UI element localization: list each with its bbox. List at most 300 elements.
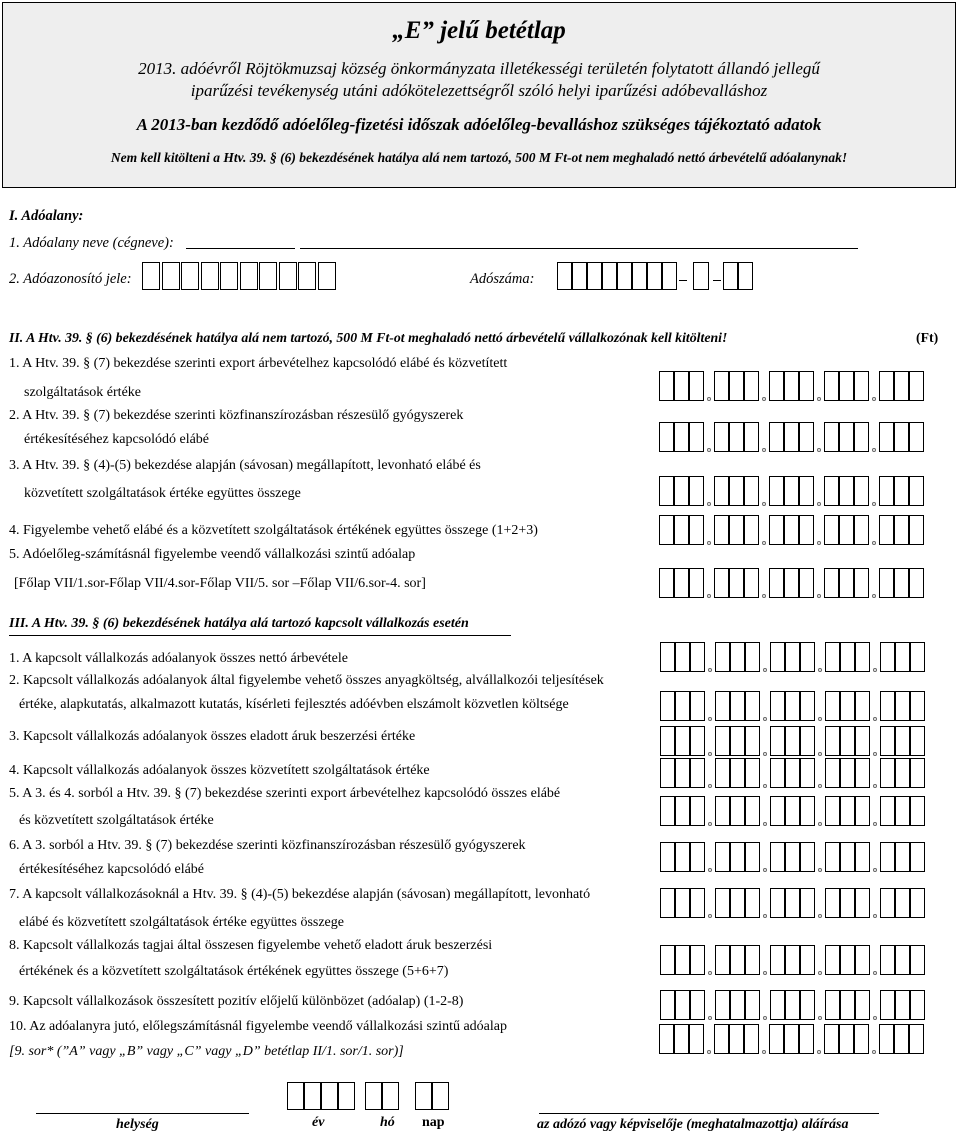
amount-digit-box[interactable]: [745, 796, 760, 826]
amount-digit-box[interactable]: [895, 888, 910, 918]
tax-number-digit-box[interactable]: [738, 262, 753, 290]
amount-digit-box[interactable]: [855, 642, 870, 672]
amount-digit-box[interactable]: [660, 945, 675, 975]
amount-digit-box[interactable]: [824, 371, 839, 401]
amount-digit-box[interactable]: [895, 945, 910, 975]
amount-digit-box[interactable]: [784, 371, 799, 401]
amount-digit-box[interactable]: [744, 568, 759, 598]
amount-digit-box[interactable]: [855, 691, 870, 721]
amount-digit-box[interactable]: [799, 515, 814, 545]
amount-digit-box[interactable]: [729, 515, 744, 545]
header-panel: [2, 2, 956, 188]
amount-digit-box[interactable]: [690, 945, 705, 975]
amount-digit-box[interactable]: [730, 642, 745, 672]
amount-digit-box[interactable]: [730, 691, 745, 721]
tax-number-digit-box[interactable]: [602, 262, 617, 290]
thousand-separator: [708, 668, 712, 672]
amount-digit-box[interactable]: [690, 642, 705, 672]
amount-digit-box[interactable]: [855, 726, 870, 756]
amount-digit-box[interactable]: [690, 990, 705, 1020]
amount-digit-box[interactable]: [840, 726, 855, 756]
amount-digit-box[interactable]: [744, 371, 759, 401]
date-year-box[interactable]: [304, 1082, 321, 1110]
amount-digit-box[interactable]: [730, 796, 745, 826]
amount-digit-box[interactable]: [910, 726, 925, 756]
row-3-10-label: 10. Az adóalanyra jutó, előlegszámításnál figyelembe veendő vállalkozási szintű adóalap: [9, 1019, 507, 1034]
amount-digit-box[interactable]: [854, 476, 869, 506]
amount-digit-box[interactable]: [839, 1024, 854, 1054]
amount-digit-box[interactable]: [880, 796, 895, 826]
amount-digit-box[interactable]: [825, 726, 840, 756]
thousand-separator: [763, 784, 767, 788]
amount-digit-box[interactable]: [660, 796, 675, 826]
amount-digit-box[interactable]: [785, 726, 800, 756]
amount-digit-box[interactable]: [799, 422, 814, 452]
amount-digit-box[interactable]: [894, 515, 909, 545]
amount-digit-box[interactable]: [895, 642, 910, 672]
amount-digit-box[interactable]: [880, 842, 895, 872]
amount-digit-box[interactable]: [855, 990, 870, 1020]
name-label: 1. Adóalany neve (cégneve):: [9, 235, 174, 251]
amount-digit-box[interactable]: [675, 796, 690, 826]
amount-digit-box[interactable]: [855, 796, 870, 826]
amount-digit-box[interactable]: [909, 1024, 924, 1054]
thousand-separator: [762, 594, 766, 598]
thousand-separator: [818, 1016, 822, 1020]
amount-digit-box[interactable]: [854, 371, 869, 401]
thousand-separator: [708, 784, 712, 788]
amount-digit-box[interactable]: [800, 691, 815, 721]
row-3-4-label: 4. Kapcsolt vállalkozás adóalanyok összes közvetített szolgáltatások értéke: [9, 763, 430, 778]
amount-digit-box[interactable]: [894, 371, 909, 401]
thousand-separator: [873, 914, 877, 918]
amount-digit-box[interactable]: [674, 371, 689, 401]
amount-digit-box[interactable]: [689, 568, 704, 598]
amount-digit-box[interactable]: [799, 1024, 814, 1054]
amount-digit-box[interactable]: [659, 515, 674, 545]
amount-digit-box[interactable]: [879, 371, 894, 401]
amount-digit-box[interactable]: [895, 726, 910, 756]
amount-digit-box[interactable]: [910, 691, 925, 721]
amount-digit-box[interactable]: [910, 642, 925, 672]
amount-digit-box[interactable]: [715, 842, 730, 872]
header-line-4: Nem kell kitölteni a Htv. 39. § (6) bekezdésének hatálya alá nem tartozó, 500 M Ft-ot nem meghaladó nettó árbevételű adóalanynak!: [110, 150, 848, 165]
tax-id-digit-box[interactable]: [162, 262, 180, 290]
amount-digit-box[interactable]: [769, 476, 784, 506]
amount-digit-box[interactable]: [910, 796, 925, 826]
amount-digit-box[interactable]: [909, 568, 924, 598]
amount-digit-box[interactable]: [769, 515, 784, 545]
amount-digit-box[interactable]: [800, 642, 815, 672]
amount-digit-box[interactable]: [659, 1024, 674, 1054]
amount-digit-box[interactable]: [840, 642, 855, 672]
amount-digit-box[interactable]: [770, 945, 785, 975]
amount-digit-box[interactable]: [785, 842, 800, 872]
amount-digit-box[interactable]: [800, 726, 815, 756]
date-year-box[interactable]: [287, 1082, 304, 1110]
tax-id-digit-box[interactable]: [201, 262, 219, 290]
thousand-separator: [762, 541, 766, 545]
amount-digit-box[interactable]: [715, 642, 730, 672]
row-3-6-label: 6. A 3. sorból a Htv. 39. § (7) bekezdése szerinti közfinanszírozásban részesülő gyógyszerek: [9, 838, 526, 853]
amount-digit-box[interactable]: [660, 888, 675, 918]
amount-digit-box[interactable]: [894, 568, 909, 598]
amount-digit-box[interactable]: [729, 1024, 744, 1054]
section-1-title: I. Adóalany:: [9, 208, 84, 224]
amount-digit-box[interactable]: [715, 945, 730, 975]
amount-digit-box[interactable]: [825, 945, 840, 975]
amount-digit-box[interactable]: [825, 842, 840, 872]
amount-digit-box[interactable]: [690, 691, 705, 721]
amount-digit-box[interactable]: [909, 476, 924, 506]
amount-digit-box[interactable]: [785, 758, 800, 788]
amount-digit-box[interactable]: [729, 371, 744, 401]
tax-number-digit-box[interactable]: [557, 262, 572, 290]
amount-digit-box[interactable]: [825, 758, 840, 788]
amount-digit-box[interactable]: [880, 758, 895, 788]
tax-number-digit-box[interactable]: [632, 262, 647, 290]
amount-digit-box[interactable]: [660, 758, 675, 788]
amount-digit-box[interactable]: [825, 796, 840, 826]
tax-number-digit-box[interactable]: [723, 262, 738, 290]
amount-digit-box[interactable]: [745, 691, 760, 721]
amount-digit-box[interactable]: [839, 515, 854, 545]
amount-digit-box[interactable]: [675, 990, 690, 1020]
amount-digit-box[interactable]: [854, 422, 869, 452]
amount-digit-box[interactable]: [894, 476, 909, 506]
amount-digit-box[interactable]: [715, 796, 730, 826]
amount-digit-box[interactable]: [880, 990, 895, 1020]
amount-digit-box[interactable]: [689, 1024, 704, 1054]
amount-digit-box[interactable]: [879, 515, 894, 545]
amount-digit-box[interactable]: [784, 515, 799, 545]
tax-id-digit-box[interactable]: [142, 262, 160, 290]
amount-digit-box[interactable]: [770, 842, 785, 872]
amount-digit-box[interactable]: [855, 758, 870, 788]
amount-digit-box[interactable]: [745, 726, 760, 756]
amount-digit-box[interactable]: [840, 888, 855, 918]
amount-digit-box[interactable]: [895, 842, 910, 872]
amount-digit-box[interactable]: [880, 888, 895, 918]
amount-digit-box[interactable]: [894, 422, 909, 452]
amount-digit-box[interactable]: [800, 990, 815, 1020]
amount-digit-box[interactable]: [770, 691, 785, 721]
tax-id-digit-box[interactable]: [318, 262, 336, 290]
amount-digit-box[interactable]: [675, 642, 690, 672]
amount-digit-box[interactable]: [880, 945, 895, 975]
amount-digit-box[interactable]: [910, 842, 925, 872]
amount-digit-box[interactable]: [839, 422, 854, 452]
amount-digit-box[interactable]: [730, 990, 745, 1020]
thousand-separator: [707, 541, 711, 545]
amount-digit-box[interactable]: [690, 726, 705, 756]
row-3-7-label-cont: elábé és közvetített szolgáltatások értéke együttes összege: [19, 915, 344, 930]
amount-digit-box[interactable]: [800, 796, 815, 826]
amount-digit-box[interactable]: [659, 371, 674, 401]
tax-number-digit-box[interactable]: [662, 262, 677, 290]
amount-digit-box[interactable]: [824, 515, 839, 545]
place-label: helység: [116, 1117, 159, 1132]
amount-digit-box[interactable]: [690, 758, 705, 788]
thousand-separator: [818, 717, 822, 721]
amount-digit-box[interactable]: [730, 758, 745, 788]
amount-digit-box[interactable]: [730, 888, 745, 918]
amount-digit-box[interactable]: [745, 888, 760, 918]
amount-digit-box[interactable]: [675, 758, 690, 788]
amount-digit-box[interactable]: [690, 888, 705, 918]
row-3-3-label: 3. Kapcsolt vállalkozás adóalanyok összes eladott áruk beszerzési értéke: [9, 729, 416, 744]
amount-digit-box[interactable]: [895, 758, 910, 788]
thousand-separator: [762, 397, 766, 401]
tax-number-digit-box[interactable]: [617, 262, 632, 290]
amount-digit-box[interactable]: [715, 758, 730, 788]
thousand-separator: [817, 541, 821, 545]
amount-digit-box[interactable]: [839, 568, 854, 598]
date-month-box[interactable]: [365, 1082, 382, 1110]
thousand-separator: [708, 868, 712, 872]
name-underline-1: [186, 248, 295, 249]
thousand-separator: [708, 914, 712, 918]
amount-digit-box[interactable]: [714, 371, 729, 401]
tax-number-digit-box[interactable]: [572, 262, 587, 290]
row-2-2-label-cont: értékesítéséhez kapcsolódó elábé: [24, 432, 210, 447]
amount-digit-box[interactable]: [745, 758, 760, 788]
thousand-separator: [873, 822, 877, 826]
thousand-separator: [817, 448, 821, 452]
thousand-separator: [873, 668, 877, 672]
amount-digit-box[interactable]: [855, 945, 870, 975]
amount-digit-box[interactable]: [715, 990, 730, 1020]
amount-digit-box[interactable]: [745, 990, 760, 1020]
amount-digit-box[interactable]: [770, 758, 785, 788]
amount-digit-box[interactable]: [745, 842, 760, 872]
date-year-box[interactable]: [338, 1082, 355, 1110]
signature-line[interactable]: [539, 1113, 879, 1114]
amount-digit-box[interactable]: [785, 796, 800, 826]
amount-digit-box[interactable]: [674, 476, 689, 506]
amount-digit-box[interactable]: [729, 568, 744, 598]
amount-digit-box[interactable]: [659, 422, 674, 452]
amount-digit-box[interactable]: [784, 476, 799, 506]
amount-digit-box[interactable]: [659, 476, 674, 506]
thousand-separator: [873, 752, 877, 756]
amount-digit-box[interactable]: [770, 642, 785, 672]
amount-digit-box[interactable]: [714, 476, 729, 506]
header-line-3: A 2013-ban kezdődő adóelőleg-fizetési időszak adóelőleg-bevalláshoz szükséges tájékoztató adatok: [136, 115, 822, 134]
amount-digit-box[interactable]: [895, 691, 910, 721]
amount-digit-box[interactable]: [855, 888, 870, 918]
amount-digit-box[interactable]: [769, 422, 784, 452]
amount-digit-box[interactable]: [799, 476, 814, 506]
tax-number-digit-box[interactable]: [587, 262, 602, 290]
amount-digit-box[interactable]: [799, 371, 814, 401]
amount-digit-box[interactable]: [785, 691, 800, 721]
amount-digit-box[interactable]: [785, 888, 800, 918]
amount-digit-box[interactable]: [689, 515, 704, 545]
tax-id-digit-box[interactable]: [259, 262, 277, 290]
amount-digit-box[interactable]: [715, 691, 730, 721]
amount-digit-box[interactable]: [785, 990, 800, 1020]
amount-digit-box[interactable]: [770, 990, 785, 1020]
amount-digit-box[interactable]: [800, 888, 815, 918]
amount-digit-box[interactable]: [880, 642, 895, 672]
amount-digit-box[interactable]: [744, 1024, 759, 1054]
amount-digit-box[interactable]: [729, 422, 744, 452]
amount-digit-box[interactable]: [895, 990, 910, 1020]
amount-digit-box[interactable]: [730, 726, 745, 756]
amount-digit-box[interactable]: [825, 990, 840, 1020]
day-label: nap: [422, 1115, 445, 1130]
amount-digit-box[interactable]: [690, 842, 705, 872]
section-3-underline: [9, 635, 511, 636]
amount-digit-box[interactable]: [689, 476, 704, 506]
amount-digit-box[interactable]: [855, 842, 870, 872]
thousand-separator: [763, 1016, 767, 1020]
amount-digit-box[interactable]: [825, 642, 840, 672]
amount-digit-box[interactable]: [730, 842, 745, 872]
amount-digit-box[interactable]: [769, 1024, 784, 1054]
amount-digit-box[interactable]: [784, 422, 799, 452]
thousand-separator: [818, 971, 822, 975]
amount-digit-box[interactable]: [824, 568, 839, 598]
amount-digit-box[interactable]: [729, 476, 744, 506]
amount-digit-box[interactable]: [689, 422, 704, 452]
tax-id-digit-box[interactable]: [240, 262, 258, 290]
amount-digit-box[interactable]: [675, 945, 690, 975]
amount-digit-box[interactable]: [910, 945, 925, 975]
amount-digit-box[interactable]: [675, 726, 690, 756]
thousand-separator: [763, 971, 767, 975]
row-3-9-label: 9. Kapcsolt vállalkozások összesített pozitív előjelű különbözet (adóalap) (1-2-8): [9, 994, 464, 1009]
amount-digit-box[interactable]: [660, 642, 675, 672]
amount-digit-box[interactable]: [854, 515, 869, 545]
amount-digit-box[interactable]: [769, 568, 784, 598]
place-input[interactable]: [36, 1113, 249, 1114]
amount-digit-box[interactable]: [840, 796, 855, 826]
amount-digit-box[interactable]: [730, 945, 745, 975]
amount-digit-box[interactable]: [770, 888, 785, 918]
amount-digit-box[interactable]: [879, 476, 894, 506]
amount-digit-box[interactable]: [840, 990, 855, 1020]
amount-digit-box[interactable]: [714, 568, 729, 598]
amount-digit-box[interactable]: [660, 842, 675, 872]
amount-digit-box[interactable]: [799, 568, 814, 598]
amount-digit-box[interactable]: [714, 1024, 729, 1054]
amount-digit-box[interactable]: [800, 758, 815, 788]
thousand-separator: [707, 594, 711, 598]
row-3-2-label-cont: értéke, alapkutatás, alkalmazott kutatás, kísérleti fejlesztés adóévben elszámolt közvetlen költsége: [19, 697, 569, 712]
row-2-3-label: 3. A Htv. 39. § (4)-(5) bekezdése alapján (sávosan) megállapított, levonható elábé és: [9, 458, 481, 473]
amount-digit-box[interactable]: [909, 371, 924, 401]
amount-digit-box[interactable]: [880, 691, 895, 721]
amount-digit-box[interactable]: [784, 568, 799, 598]
amount-digit-box[interactable]: [745, 642, 760, 672]
amount-digit-box[interactable]: [714, 515, 729, 545]
amount-digit-box[interactable]: [770, 726, 785, 756]
amount-digit-box[interactable]: [880, 726, 895, 756]
tax-number-digit-box[interactable]: [647, 262, 662, 290]
amount-digit-box[interactable]: [660, 726, 675, 756]
amount-digit-box[interactable]: [825, 691, 840, 721]
date-month-box[interactable]: [382, 1082, 399, 1110]
thousand-separator: [817, 1050, 821, 1054]
thousand-separator: [872, 1050, 876, 1054]
amount-digit-box[interactable]: [800, 945, 815, 975]
amount-digit-box[interactable]: [910, 990, 925, 1020]
amount-digit-box[interactable]: [824, 422, 839, 452]
date-day-box[interactable]: [432, 1082, 449, 1110]
amount-digit-box[interactable]: [715, 726, 730, 756]
amount-digit-box[interactable]: [674, 422, 689, 452]
amount-digit-box[interactable]: [879, 422, 894, 452]
amount-digit-box[interactable]: [910, 888, 925, 918]
amount-digit-box[interactable]: [674, 568, 689, 598]
amount-digit-box[interactable]: [675, 888, 690, 918]
amount-digit-box[interactable]: [784, 1024, 799, 1054]
amount-digit-box[interactable]: [744, 515, 759, 545]
amount-digit-box[interactable]: [840, 758, 855, 788]
date-year-box[interactable]: [321, 1082, 338, 1110]
amount-digit-box[interactable]: [785, 945, 800, 975]
amount-digit-box[interactable]: [770, 796, 785, 826]
date-day-box[interactable]: [415, 1082, 432, 1110]
tax-id-digit-box[interactable]: [279, 262, 297, 290]
amount-digit-box[interactable]: [840, 691, 855, 721]
amount-digit-box[interactable]: [854, 568, 869, 598]
thousand-separator: [708, 752, 712, 756]
amount-digit-box[interactable]: [910, 758, 925, 788]
amount-digit-box[interactable]: [879, 1024, 894, 1054]
amount-digit-box[interactable]: [800, 842, 815, 872]
amount-digit-box[interactable]: [840, 842, 855, 872]
amount-digit-box[interactable]: [689, 371, 704, 401]
amount-digit-box[interactable]: [879, 568, 894, 598]
amount-digit-box[interactable]: [909, 422, 924, 452]
amount-digit-box[interactable]: [744, 476, 759, 506]
amount-digit-box[interactable]: [769, 371, 784, 401]
amount-digit-box[interactable]: [854, 1024, 869, 1054]
tax-id-digit-box[interactable]: [220, 262, 238, 290]
amount-digit-box[interactable]: [825, 888, 840, 918]
tax-number-digit-box[interactable]: [693, 262, 709, 290]
amount-digit-box[interactable]: [824, 476, 839, 506]
amount-digit-box[interactable]: [675, 842, 690, 872]
amount-digit-box[interactable]: [895, 796, 910, 826]
amount-digit-box[interactable]: [660, 990, 675, 1020]
amount-digit-box[interactable]: [659, 568, 674, 598]
tax-id-digit-box[interactable]: [181, 262, 199, 290]
tax-id-digit-box[interactable]: [298, 262, 316, 290]
amount-digit-box[interactable]: [714, 422, 729, 452]
amount-digit-box[interactable]: [824, 1024, 839, 1054]
amount-digit-box[interactable]: [674, 515, 689, 545]
amount-digit-box[interactable]: [744, 422, 759, 452]
amount-digit-box[interactable]: [690, 796, 705, 826]
amount-digit-box[interactable]: [839, 476, 854, 506]
amount-digit-box[interactable]: [715, 888, 730, 918]
amount-digit-box[interactable]: [745, 945, 760, 975]
amount-digit-box[interactable]: [909, 515, 924, 545]
thousand-separator: [818, 784, 822, 788]
name-input[interactable]: [300, 248, 858, 249]
amount-digit-box[interactable]: [660, 691, 675, 721]
amount-digit-box[interactable]: [785, 642, 800, 672]
amount-digit-box[interactable]: [839, 371, 854, 401]
amount-digit-box[interactable]: [675, 691, 690, 721]
amount-digit-box[interactable]: [840, 945, 855, 975]
amount-digit-box[interactable]: [894, 1024, 909, 1054]
amount-digit-box[interactable]: [674, 1024, 689, 1054]
